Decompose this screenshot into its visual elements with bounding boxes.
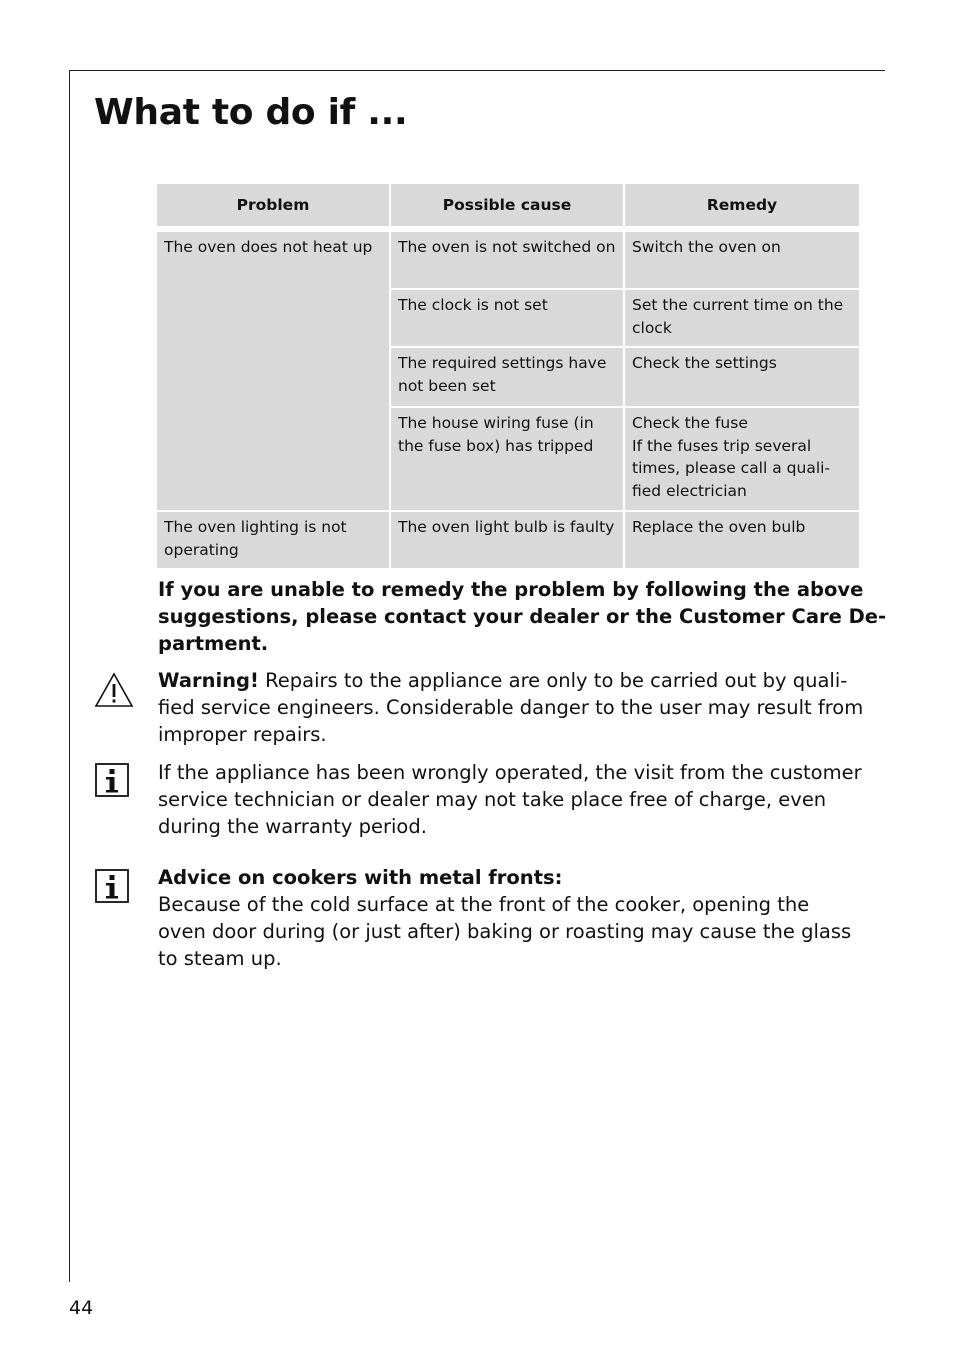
remedy-text: Replace the oven bulb bbox=[632, 518, 806, 536]
contact-note-line: suggestions, please contact your dealer or the Customer Care De- bbox=[158, 605, 887, 628]
cause-cell: The oven light bulb is faulty bbox=[391, 512, 625, 570]
left-margin-rule bbox=[69, 70, 70, 1282]
column-header-problem: Problem bbox=[157, 184, 391, 232]
cause-cell: The required settings have not been set bbox=[391, 348, 625, 408]
remedy-text: Check the fuse bbox=[632, 414, 748, 432]
remedy-cell bbox=[625, 232, 859, 290]
remedy-cell bbox=[625, 408, 859, 512]
top-rule bbox=[69, 70, 885, 71]
info-icon bbox=[93, 866, 135, 908]
metal-fronts-line: Because of the cold surface at the front of the cooker, opening the bbox=[158, 893, 810, 916]
page-title: What to do if ... bbox=[94, 92, 408, 133]
metal-fronts-info-note bbox=[158, 864, 858, 972]
warning-triangle-icon bbox=[93, 670, 135, 712]
table-row bbox=[157, 232, 859, 290]
operation-info-line: service technician or dealer may not take place free of charge, even bbox=[158, 788, 827, 811]
problem-cell: The oven does not heat up bbox=[157, 232, 391, 512]
warning-note bbox=[158, 667, 864, 748]
remedy-text: Switch the oven on bbox=[632, 238, 781, 256]
cause-cell: The house wiring fuse (in the fuse box) has tripped bbox=[391, 408, 625, 512]
warning-label: Warning! bbox=[158, 669, 259, 692]
metal-fronts-line: oven door during (or just after) baking or roasting may cause the glass bbox=[158, 920, 852, 943]
column-header-cause: Possible cause bbox=[391, 184, 625, 232]
info-icon bbox=[93, 760, 135, 802]
remedy-text: Set the current time on the clock bbox=[632, 296, 844, 337]
troubleshooting-table bbox=[157, 184, 859, 570]
contact-note bbox=[158, 576, 887, 657]
warning-line: improper repairs. bbox=[158, 723, 327, 746]
remedy-cell bbox=[625, 290, 859, 348]
operation-info-line: If the appliance has been wrongly operated, the visit from the customer bbox=[158, 761, 862, 784]
warning-line: fied service engineers. Considerable danger to the user may result from bbox=[158, 696, 864, 719]
operation-info-note bbox=[158, 759, 862, 840]
remedy-cell bbox=[625, 348, 859, 408]
remedy-text: Check the settings bbox=[632, 354, 777, 372]
cause-cell: The clock is not set bbox=[391, 290, 625, 348]
warning-text: Repairs to the appliance are only to be carried out by quali- bbox=[258, 669, 848, 692]
problem-cell: The oven lighting is not operating bbox=[157, 512, 391, 570]
page-number: 44 bbox=[69, 1297, 94, 1319]
table-row bbox=[157, 512, 859, 570]
cause-cell: The oven is not switched on bbox=[391, 232, 625, 290]
remedy-cell bbox=[625, 512, 859, 570]
column-header-remedy: Remedy bbox=[625, 184, 859, 232]
remedy-text: If the fuses trip several times, please call a quali-fied electrician bbox=[632, 436, 831, 500]
metal-fronts-heading: Advice on cookers with metal fronts: bbox=[158, 866, 563, 889]
metal-fronts-line: to steam up. bbox=[158, 947, 282, 970]
operation-info-line: during the warranty period. bbox=[158, 815, 427, 838]
table-header-row bbox=[157, 184, 859, 232]
contact-note-line: If you are unable to remedy the problem by following the above bbox=[158, 578, 864, 601]
contact-note-line: partment. bbox=[158, 632, 269, 655]
